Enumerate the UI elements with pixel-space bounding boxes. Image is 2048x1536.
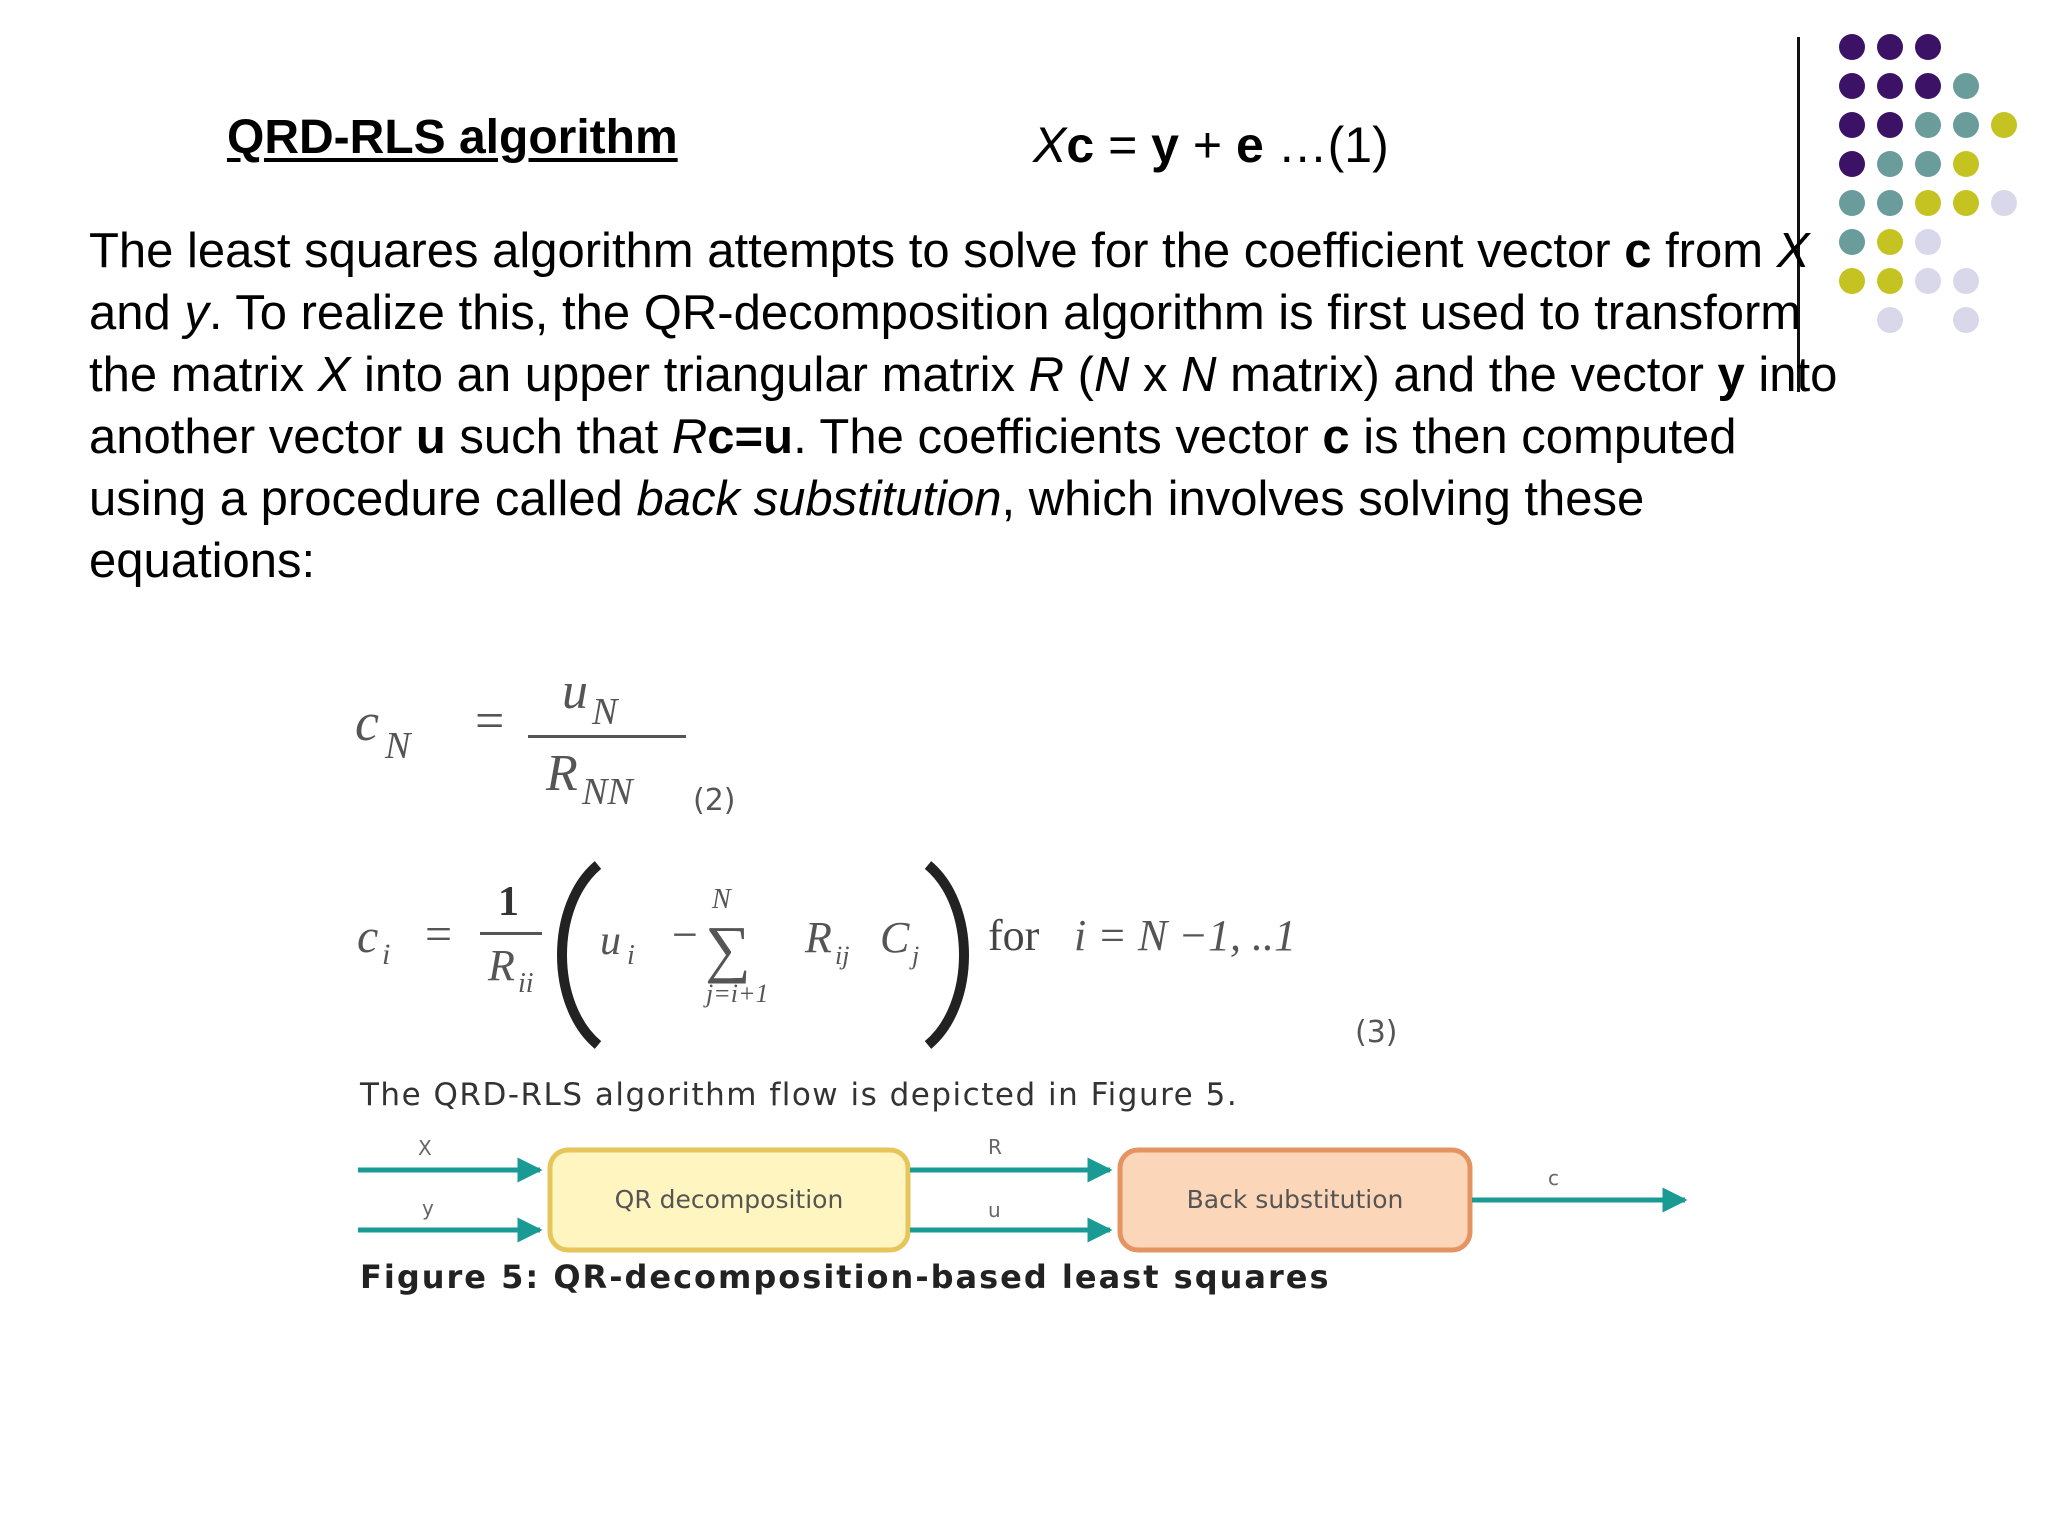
label-x: X xyxy=(418,1136,432,1160)
paragraph-line xyxy=(89,220,1969,282)
label-y: y xyxy=(422,1196,434,1220)
figure-caption: Figure 5: QR-decomposition-based least squares xyxy=(360,1258,1331,1296)
text-run: x xyxy=(1129,348,1182,402)
italic-phrase: back substitution xyxy=(636,472,1002,526)
eq3-label: (3) xyxy=(1355,1015,1398,1050)
eq1-label: …(1) xyxy=(1263,117,1389,173)
text-run: equations: xyxy=(89,534,316,588)
eq3-one: 1 xyxy=(498,879,519,925)
eq3-cc: C xyxy=(880,913,910,962)
bold-symbol: y xyxy=(1717,348,1745,402)
paragraph-line xyxy=(89,282,1969,344)
eq3-den-sub: ii xyxy=(518,968,534,999)
eq2-lhs: c xyxy=(355,692,379,752)
eq3-den: R xyxy=(488,941,515,990)
paragraph-line xyxy=(89,530,1969,592)
decorative-dot xyxy=(1915,151,1941,177)
label-c: c xyxy=(1548,1166,1559,1190)
decorative-dot xyxy=(1915,34,1941,60)
eq3-fraction-bar xyxy=(480,932,542,935)
decorative-dot xyxy=(1953,190,1979,216)
eq3-r: R xyxy=(805,913,832,962)
eq3-lhs: c xyxy=(357,910,379,963)
text-run: is then computed xyxy=(1349,410,1737,464)
eq2-num-sub: N xyxy=(592,691,618,733)
left-paren xyxy=(562,865,598,1045)
decorative-dot xyxy=(1839,112,1865,138)
decorative-dot xyxy=(1839,73,1865,99)
text-run: into xyxy=(1744,348,1838,402)
text-run: and xyxy=(89,286,185,340)
decorative-dot xyxy=(1953,151,1979,177)
eq2-den-sub: NN xyxy=(582,771,633,813)
eq3-equals: = xyxy=(425,908,453,961)
decorative-dot xyxy=(1915,112,1941,138)
label-r: R xyxy=(988,1135,1002,1159)
eq3-minus: − xyxy=(672,909,698,960)
eq3-u-sub: i xyxy=(627,940,635,971)
italic-symbol: N xyxy=(1093,348,1130,402)
flow-diagram xyxy=(358,1135,1685,1250)
paragraph-line xyxy=(89,344,1969,406)
decorative-dot xyxy=(1877,73,1903,99)
decorative-dot xyxy=(1915,73,1941,99)
decorative-dot xyxy=(1839,34,1865,60)
paragraph-line xyxy=(89,468,1969,530)
decorative-dot xyxy=(1953,112,1979,138)
eq2-fraction-bar xyxy=(528,735,686,738)
italic-symbol: N xyxy=(1181,348,1217,402)
qr-decomposition-label: QR decomposition xyxy=(614,1185,844,1214)
text-run: from xyxy=(1651,224,1777,278)
eq2-lhs-sub: N xyxy=(385,725,411,767)
eq1-y: y xyxy=(1151,117,1179,173)
italic-symbol: X xyxy=(317,348,351,402)
text-run: the matrix xyxy=(89,348,318,402)
text-run: using a procedure called xyxy=(89,472,637,526)
eq1-equals: = xyxy=(1094,117,1152,173)
italic-symbol: R xyxy=(671,410,708,464)
text-run: another vector xyxy=(89,410,416,464)
label-u: u xyxy=(988,1198,1001,1222)
eq1-plus: + xyxy=(1178,117,1236,173)
slide-title: QRD-RLS algorithm xyxy=(227,111,678,164)
back-substitution-label: Back substitution xyxy=(1186,1185,1404,1214)
eq3-lhs-sub: i xyxy=(382,938,391,971)
decorative-dot xyxy=(1839,190,1865,216)
eq2-num: u xyxy=(562,663,588,720)
eq3-for: for xyxy=(988,911,1040,960)
eq3-sum: ∑ xyxy=(705,913,751,984)
eq1-x: X xyxy=(1033,117,1067,173)
decorative-dot xyxy=(1991,112,2017,138)
eq3-r-sub: ij xyxy=(835,941,850,970)
italic-symbol: R xyxy=(1028,348,1064,402)
text-run: The least squares algorithm attempts to solve for the coefficient vector xyxy=(89,224,1625,278)
eq3-sum-top: N xyxy=(712,884,731,915)
decorative-dot xyxy=(1991,190,2017,216)
bold-symbol: u xyxy=(415,410,446,464)
eq3-cond: i = N −1, ..1 xyxy=(1074,911,1296,960)
decorative-dot xyxy=(1877,151,1903,177)
decorative-dot xyxy=(1877,34,1903,60)
eq2-equals: = xyxy=(475,693,505,750)
body-paragraph xyxy=(89,220,1969,592)
equation-2 xyxy=(355,663,736,818)
text-run: . To realize this, the QR-decomposition algorithm is first used to transform xyxy=(208,286,1802,340)
decorative-dot xyxy=(1877,112,1903,138)
right-paren xyxy=(928,865,964,1045)
paragraph-line xyxy=(89,406,1969,468)
eq3-cc-sub: j xyxy=(912,941,920,970)
flow-description: The QRD-RLS algorithm flow is depicted in Figure 5. xyxy=(360,1077,1239,1113)
italic-symbol: X xyxy=(1776,224,1810,278)
eq1-e: e xyxy=(1235,117,1264,173)
figure-image xyxy=(350,660,1700,1320)
text-run: ( xyxy=(1064,348,1094,402)
bold-symbol: u xyxy=(763,410,794,464)
decorative-dot xyxy=(1953,73,1979,99)
equation-1 xyxy=(1033,116,1389,174)
bold-symbol: c xyxy=(1624,224,1652,278)
decorative-dot xyxy=(1839,151,1865,177)
decorative-dot xyxy=(1915,190,1941,216)
italic-symbol: y xyxy=(184,286,209,340)
bold-symbol: c xyxy=(707,410,735,464)
eq3-sum-bottom: j=i+1 xyxy=(706,979,769,1008)
bold-symbol: = xyxy=(734,410,764,464)
decorative-dot xyxy=(1877,190,1903,216)
eq2-den: R xyxy=(546,745,578,802)
text-run: such that xyxy=(445,410,672,464)
text-run: . The coefficients vector xyxy=(793,410,1323,464)
text-run: matrix) and the vector xyxy=(1216,348,1718,402)
text-run: into an upper triangular matrix xyxy=(350,348,1029,402)
eq2-label: (2) xyxy=(693,783,736,818)
bold-symbol: c xyxy=(1322,410,1350,464)
equation-3 xyxy=(357,865,1398,1050)
eq1-c: c xyxy=(1066,117,1095,173)
eq3-u: u xyxy=(600,918,621,964)
text-run: , which involves solving these xyxy=(1001,472,1645,526)
